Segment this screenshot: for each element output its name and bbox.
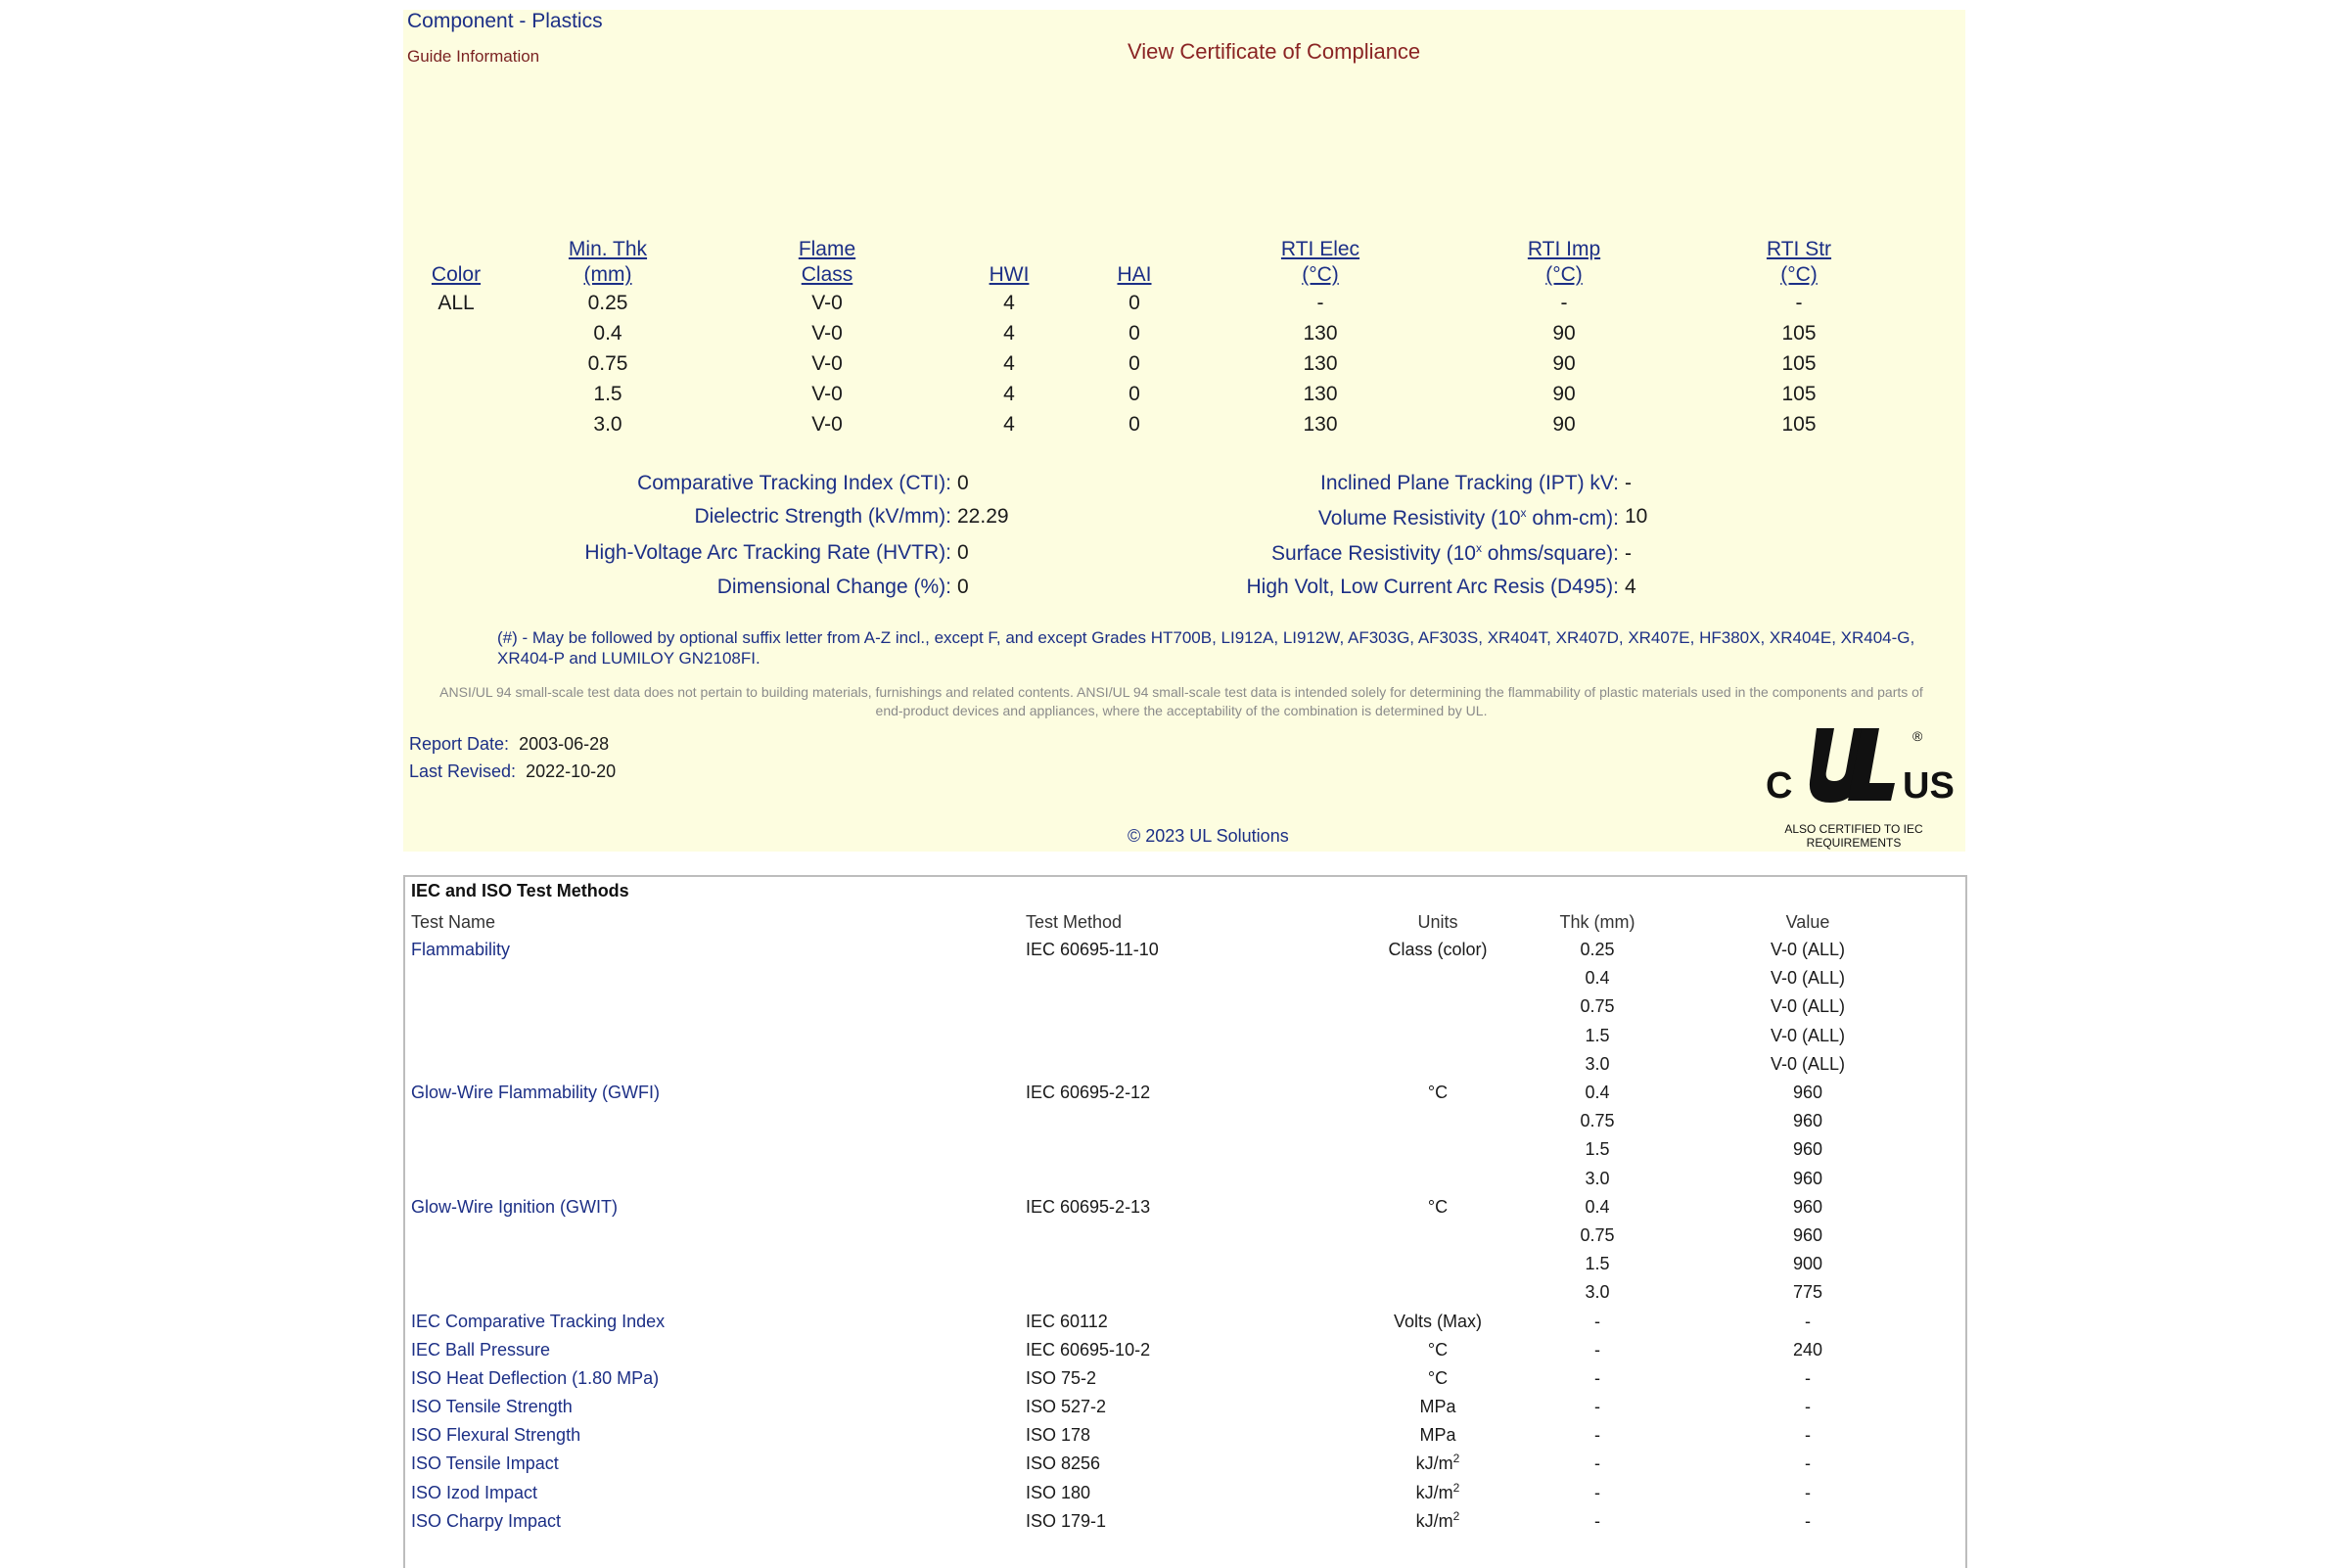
cell-test-name: ISO Tensile Impact bbox=[411, 1453, 559, 1474]
volume-resistivity-property bbox=[1318, 507, 1619, 530]
cell-color bbox=[403, 379, 509, 409]
cell-hai: 0 bbox=[1128, 412, 1140, 436]
cti-property bbox=[637, 472, 951, 495]
cell-value: 775 bbox=[1792, 1282, 1823, 1303]
cell-rti-imp: 90 bbox=[1552, 321, 1576, 345]
cell-rti-str: 105 bbox=[1781, 382, 1817, 405]
cell-thk: - bbox=[1594, 1339, 1600, 1360]
cell-units: °C bbox=[1427, 1083, 1449, 1103]
cell-test-name bbox=[411, 1278, 1026, 1307]
ratings-table bbox=[403, 237, 1912, 439]
cell-test-method bbox=[1026, 964, 1364, 992]
cell-hwi: 4 bbox=[1003, 351, 1015, 375]
cell-test-name bbox=[411, 1135, 1026, 1164]
cell-thk: 1.5 bbox=[1585, 1139, 1610, 1160]
ul-listing-panel bbox=[403, 10, 1965, 852]
ipt-value: - bbox=[1625, 472, 1632, 494]
table-row bbox=[411, 1278, 1932, 1307]
cell-rti-imp: - bbox=[1560, 291, 1568, 314]
copyright: © 2023 UL Solutions bbox=[1128, 826, 1289, 846]
table-row bbox=[411, 1507, 1932, 1536]
cell-color: ALL bbox=[438, 291, 475, 314]
cell-test-name: Flammability bbox=[411, 940, 511, 960]
cell-test-method: ISO 75-2 bbox=[1026, 1367, 1097, 1388]
hvtr-property bbox=[584, 541, 951, 565]
table-row bbox=[411, 1193, 1932, 1222]
cell-test-name bbox=[411, 1107, 1026, 1135]
cell-test-name: ISO Tensile Strength bbox=[411, 1397, 573, 1417]
cell-test-method bbox=[1026, 1165, 1364, 1193]
ul-logo-icon bbox=[1799, 724, 1907, 805]
table-row bbox=[411, 1479, 1932, 1507]
cell-thk: - bbox=[1594, 1311, 1600, 1331]
header-test-name: Test Name bbox=[411, 911, 496, 932]
cell-flame: V-0 bbox=[811, 412, 843, 436]
ratings-row bbox=[403, 288, 1912, 318]
cell-test-method bbox=[1026, 1050, 1364, 1079]
cell-test-method: IEC 60695-10-2 bbox=[1026, 1339, 1151, 1360]
cell-test-name bbox=[411, 1050, 1026, 1079]
cell-thk: 3.0 bbox=[593, 412, 622, 436]
cell-hai: 0 bbox=[1128, 291, 1140, 314]
ipt-property bbox=[1320, 472, 1619, 495]
ul-mark-us: US bbox=[1903, 765, 1955, 807]
cell-rti-elec: 130 bbox=[1303, 351, 1338, 375]
cell-test-method bbox=[1026, 992, 1364, 1021]
cell-units: °C bbox=[1427, 1339, 1449, 1360]
header-value: Value bbox=[1785, 911, 1830, 932]
cell-rti-elec: - bbox=[1316, 291, 1324, 314]
cell-test-name bbox=[411, 964, 1026, 992]
cell-rti-imp: 90 bbox=[1552, 382, 1576, 405]
cell-value: 960 bbox=[1792, 1111, 1823, 1131]
ratings-row bbox=[403, 348, 1912, 379]
dimensional-change-property bbox=[717, 576, 951, 599]
cell-flame: V-0 bbox=[811, 382, 843, 405]
ratings-row bbox=[403, 409, 1912, 439]
header-hwi[interactable]: HWI bbox=[989, 263, 1030, 286]
cell-value: - bbox=[1805, 1482, 1811, 1502]
ratings-row bbox=[403, 379, 1912, 409]
cell-test-method bbox=[1026, 1222, 1364, 1250]
dim-label: Dimensional Change (%): bbox=[716, 576, 951, 598]
certificate-of-compliance-link[interactable]: View Certificate of Compliance bbox=[1128, 39, 1421, 64]
cell-hai: 0 bbox=[1128, 321, 1140, 345]
header-hai[interactable]: HAI bbox=[1117, 263, 1152, 286]
volume-value: 10 bbox=[1625, 505, 1648, 528]
cell-rti-elec: 130 bbox=[1303, 321, 1338, 345]
cell-rti-elec: 130 bbox=[1303, 382, 1338, 405]
cell-thk: - bbox=[1594, 1482, 1600, 1502]
ul-mark-c: C bbox=[1766, 765, 1793, 807]
cell-value: 960 bbox=[1792, 1196, 1823, 1217]
cell-units bbox=[1364, 1107, 1511, 1135]
volume-label-post: ohm-cm): bbox=[1526, 507, 1619, 530]
cell-test-method bbox=[1026, 1278, 1364, 1307]
cell-hwi: 4 bbox=[1003, 321, 1015, 345]
ul-mark-caption: ALSO CERTIFIED TO IEC REQUIREMENTS bbox=[1784, 822, 1923, 850]
cell-thk: 0.4 bbox=[1585, 968, 1610, 989]
cell-units bbox=[1364, 1222, 1511, 1250]
cell-test-name: ISO Heat Deflection (1.80 MPa) bbox=[411, 1367, 660, 1388]
cell-color bbox=[403, 409, 509, 439]
cell-value: V-0 (ALL) bbox=[1770, 940, 1846, 960]
cell-value: - bbox=[1805, 1311, 1811, 1331]
cell-units: MPa bbox=[1419, 1397, 1456, 1417]
cell-value: 960 bbox=[1792, 1139, 1823, 1160]
cell-thk: 0.25 bbox=[1580, 940, 1615, 960]
table-row bbox=[411, 1107, 1932, 1135]
cell-test-method: IEC 60695-2-13 bbox=[1026, 1196, 1151, 1217]
table-row bbox=[411, 1307, 1932, 1335]
ul-certification-mark bbox=[1756, 724, 1955, 852]
cell-rti-imp: 90 bbox=[1552, 351, 1576, 375]
cell-thk: 1.5 bbox=[593, 382, 622, 405]
cell-thk: 0.4 bbox=[1585, 1083, 1610, 1103]
ratings-row bbox=[403, 318, 1912, 348]
cell-color bbox=[403, 348, 509, 379]
cell-rti-str: - bbox=[1795, 291, 1803, 314]
header-rti-imp[interactable]: RTI Imp (°C) bbox=[1527, 238, 1601, 286]
surface-label: Surface Resistivity (10 bbox=[1271, 542, 1476, 565]
iec-header-row bbox=[411, 908, 1932, 936]
d495-value: 4 bbox=[1625, 576, 1636, 598]
cell-rti-str: 105 bbox=[1781, 412, 1817, 436]
cell-test-method: ISO 8256 bbox=[1026, 1453, 1101, 1474]
cell-test-name: ISO Izod Impact bbox=[411, 1482, 538, 1502]
cell-test-method bbox=[1026, 1022, 1364, 1050]
volume-label: Volume Resistivity (10 bbox=[1317, 507, 1521, 530]
cell-test-name: Glow-Wire Flammability (GWFI) bbox=[411, 1083, 660, 1103]
cell-value: - bbox=[1805, 1367, 1811, 1388]
table-row bbox=[411, 1222, 1932, 1250]
cell-units: Class (color) bbox=[1388, 940, 1488, 960]
surface-sup: x bbox=[1475, 541, 1482, 555]
cell-test-method bbox=[1026, 1250, 1364, 1278]
cell-test-name bbox=[411, 1165, 1026, 1193]
cell-units bbox=[1364, 1165, 1511, 1193]
table-row bbox=[411, 1450, 1932, 1478]
cell-test-method: ISO 178 bbox=[1026, 1425, 1091, 1446]
cell-flame: V-0 bbox=[811, 351, 843, 375]
dielectric-value: 22.29 bbox=[957, 505, 1009, 528]
cell-thk: 0.25 bbox=[587, 291, 628, 314]
d495-label: High Volt, Low Current Arc Resis (D495): bbox=[1246, 576, 1619, 598]
cell-units bbox=[1364, 964, 1511, 992]
cell-value: 960 bbox=[1792, 1224, 1823, 1245]
iec-iso-test-methods-panel bbox=[403, 875, 1967, 1568]
dim-value: 0 bbox=[957, 576, 969, 598]
cell-hwi: 4 bbox=[1003, 382, 1015, 405]
cell-thk: 0.75 bbox=[1580, 996, 1615, 1017]
registered-icon: ® bbox=[1912, 728, 1923, 744]
table-row bbox=[411, 1364, 1932, 1393]
ratings-header-row bbox=[403, 237, 1912, 288]
hvtr-value: 0 bbox=[957, 541, 969, 564]
cell-units bbox=[1364, 1022, 1511, 1050]
cell-thk: 0.75 bbox=[1580, 1224, 1615, 1245]
cell-value: - bbox=[1805, 1453, 1811, 1474]
table-row bbox=[411, 1250, 1932, 1278]
cell-thk: 0.75 bbox=[1580, 1111, 1615, 1131]
cell-units: MPa bbox=[1419, 1425, 1456, 1446]
cell-units bbox=[1364, 992, 1511, 1021]
header-rti-str[interactable]: RTI Str (°C) bbox=[1766, 238, 1832, 286]
cell-units: °C bbox=[1427, 1367, 1449, 1388]
header-rti-elec[interactable]: RTI Elec (°C) bbox=[1280, 238, 1360, 286]
cell-thk: - bbox=[1594, 1453, 1600, 1474]
cell-test-name: ISO Charpy Impact bbox=[411, 1510, 562, 1531]
cell-units bbox=[1364, 1278, 1511, 1307]
cell-value: V-0 (ALL) bbox=[1770, 996, 1846, 1017]
cell-thk: 1.5 bbox=[1585, 1025, 1610, 1045]
surface-resistivity-property bbox=[1271, 542, 1619, 566]
table-row bbox=[411, 992, 1932, 1021]
cell-test-method bbox=[1026, 1135, 1364, 1164]
cell-test-method: IEC 60112 bbox=[1026, 1311, 1108, 1331]
cell-test-method: ISO 180 bbox=[1026, 1482, 1091, 1502]
cell-test-name: Glow-Wire Ignition (GWIT) bbox=[411, 1196, 619, 1217]
cell-thk: - bbox=[1594, 1397, 1600, 1417]
cell-value: - bbox=[1805, 1397, 1811, 1417]
cell-rti-elec: 130 bbox=[1303, 412, 1338, 436]
cell-units: Volts (Max) bbox=[1393, 1311, 1483, 1331]
cell-units: °C bbox=[1427, 1196, 1449, 1217]
table-row bbox=[411, 1079, 1932, 1107]
header-test-method: Test Method bbox=[1026, 911, 1123, 932]
iec-test-table bbox=[411, 908, 1932, 1536]
cell-test-name bbox=[411, 992, 1026, 1021]
cell-thk: 0.75 bbox=[587, 351, 628, 375]
cell-value: V-0 (ALL) bbox=[1770, 968, 1846, 989]
report-date: Report Date: 2003-06-28 bbox=[409, 734, 610, 754]
cell-thk: 3.0 bbox=[1585, 1282, 1610, 1303]
cell-test-method: IEC 60695-2-12 bbox=[1026, 1083, 1151, 1103]
cell-test-name bbox=[411, 1222, 1026, 1250]
cell-value: V-0 (ALL) bbox=[1770, 1053, 1846, 1074]
cell-thk: 3.0 bbox=[1585, 1168, 1610, 1188]
cell-units bbox=[1364, 1250, 1511, 1278]
cti-label: Comparative Tracking Index (CTI): bbox=[637, 472, 951, 494]
cell-value: - bbox=[1805, 1425, 1811, 1446]
table-row bbox=[411, 964, 1932, 992]
cell-value: 960 bbox=[1792, 1168, 1823, 1188]
cell-value: 240 bbox=[1792, 1339, 1823, 1360]
cell-thk: 0.4 bbox=[1585, 1196, 1610, 1217]
table-row bbox=[411, 1393, 1932, 1421]
cti-value: 0 bbox=[957, 472, 969, 494]
dielectric-label: Dielectric Strength (kV/mm): bbox=[694, 505, 951, 528]
cell-thk: 1.5 bbox=[1585, 1254, 1610, 1274]
cell-test-method: IEC 60695-11-10 bbox=[1026, 940, 1159, 960]
cell-color bbox=[403, 318, 509, 348]
ipt-label: Inclined Plane Tracking (IPT) kV: bbox=[1319, 472, 1619, 494]
cell-value: V-0 (ALL) bbox=[1770, 1025, 1846, 1045]
cell-rti-str: 105 bbox=[1781, 321, 1817, 345]
table-row bbox=[411, 1022, 1932, 1050]
cell-hai: 0 bbox=[1128, 382, 1140, 405]
cell-test-name: IEC Comparative Tracking Index bbox=[411, 1311, 666, 1331]
header-min-thk[interactable]: Min. Thk (mm) bbox=[568, 238, 648, 286]
cell-test-method bbox=[1026, 1107, 1364, 1135]
cell-value: - bbox=[1805, 1510, 1811, 1531]
cell-value: 900 bbox=[1792, 1254, 1823, 1274]
table-row bbox=[411, 1336, 1932, 1364]
ansi-ul94-disclaimer: ANSI/UL 94 small-scale test data does not pertain to building materials, furnishings and related contents. ANSI/UL 94 small-scale test data is intended solely for determining the flammability of plastic materials used in the components and parts of end-product devices and appliances, where the acceptability of the combination is determined by UL. bbox=[439, 684, 1923, 718]
table-row bbox=[411, 1135, 1932, 1164]
last-revised: Last Revised: 2022-10-20 bbox=[409, 761, 617, 781]
cell-thk: 3.0 bbox=[1585, 1053, 1610, 1074]
cell-thk: - bbox=[1594, 1425, 1600, 1446]
table-row bbox=[411, 1165, 1932, 1193]
dielectric-property bbox=[694, 505, 951, 529]
cell-test-name: ISO Flexural Strength bbox=[411, 1425, 581, 1446]
grade-footnote: (#) - May be followed by optional suffix letter from A-Z incl., except F, and except Grades HT700B, LI912A, LI912W, AF303G, AF303S, XR404T, XR407D, XR407E, HF380X, XR404E, XR404-G, XR404-P and LUMILOY GN2108FI. bbox=[497, 628, 1915, 668]
d495-property bbox=[1247, 576, 1619, 599]
hvtr-label: High-Voltage Arc Tracking Rate (HVTR): bbox=[584, 541, 951, 564]
cell-hwi: 4 bbox=[1003, 412, 1015, 436]
cell-flame: V-0 bbox=[811, 321, 843, 345]
cell-flame: V-0 bbox=[811, 291, 843, 314]
cell-units: $kJ/m^2$ bbox=[1415, 1480, 1460, 1502]
cell-test-name: IEC Ball Pressure bbox=[411, 1339, 551, 1360]
guide-information-link[interactable]: Guide Information bbox=[407, 47, 540, 66]
cell-value: 960 bbox=[1792, 1083, 1823, 1103]
cell-rti-imp: 90 bbox=[1552, 412, 1576, 436]
header-thk: Thk (mm) bbox=[1559, 911, 1635, 932]
surface-value: - bbox=[1625, 542, 1632, 565]
cell-rti-str: 105 bbox=[1781, 351, 1817, 375]
table-row bbox=[411, 1421, 1932, 1450]
page-title: Component - Plastics bbox=[407, 10, 603, 32]
cell-units: $kJ/m^2$ bbox=[1415, 1452, 1460, 1474]
surface-label-post: ohms/square): bbox=[1481, 542, 1619, 565]
header-units: Units bbox=[1417, 911, 1458, 932]
cell-units bbox=[1364, 1135, 1511, 1164]
table-row bbox=[411, 1050, 1932, 1079]
header-flame-class[interactable]: Flame Class bbox=[798, 238, 856, 286]
cell-hai: 0 bbox=[1128, 351, 1140, 375]
iec-section-title: IEC and ISO Test Methods bbox=[411, 881, 629, 900]
table-row bbox=[411, 936, 1932, 964]
cell-test-method: ISO 527-2 bbox=[1026, 1397, 1107, 1417]
volume-sup: x bbox=[1520, 506, 1527, 520]
cell-thk: - bbox=[1594, 1510, 1600, 1531]
cell-units bbox=[1364, 1050, 1511, 1079]
cell-thk: 0.4 bbox=[593, 321, 622, 345]
cell-test-name bbox=[411, 1022, 1026, 1050]
header-color[interactable]: Color bbox=[431, 263, 482, 286]
cell-test-method: ISO 179-1 bbox=[1026, 1510, 1107, 1531]
cell-units: $kJ/m^2$ bbox=[1415, 1508, 1460, 1531]
cell-test-name bbox=[411, 1250, 1026, 1278]
cell-thk: - bbox=[1594, 1367, 1600, 1388]
cell-hwi: 4 bbox=[1003, 291, 1015, 314]
